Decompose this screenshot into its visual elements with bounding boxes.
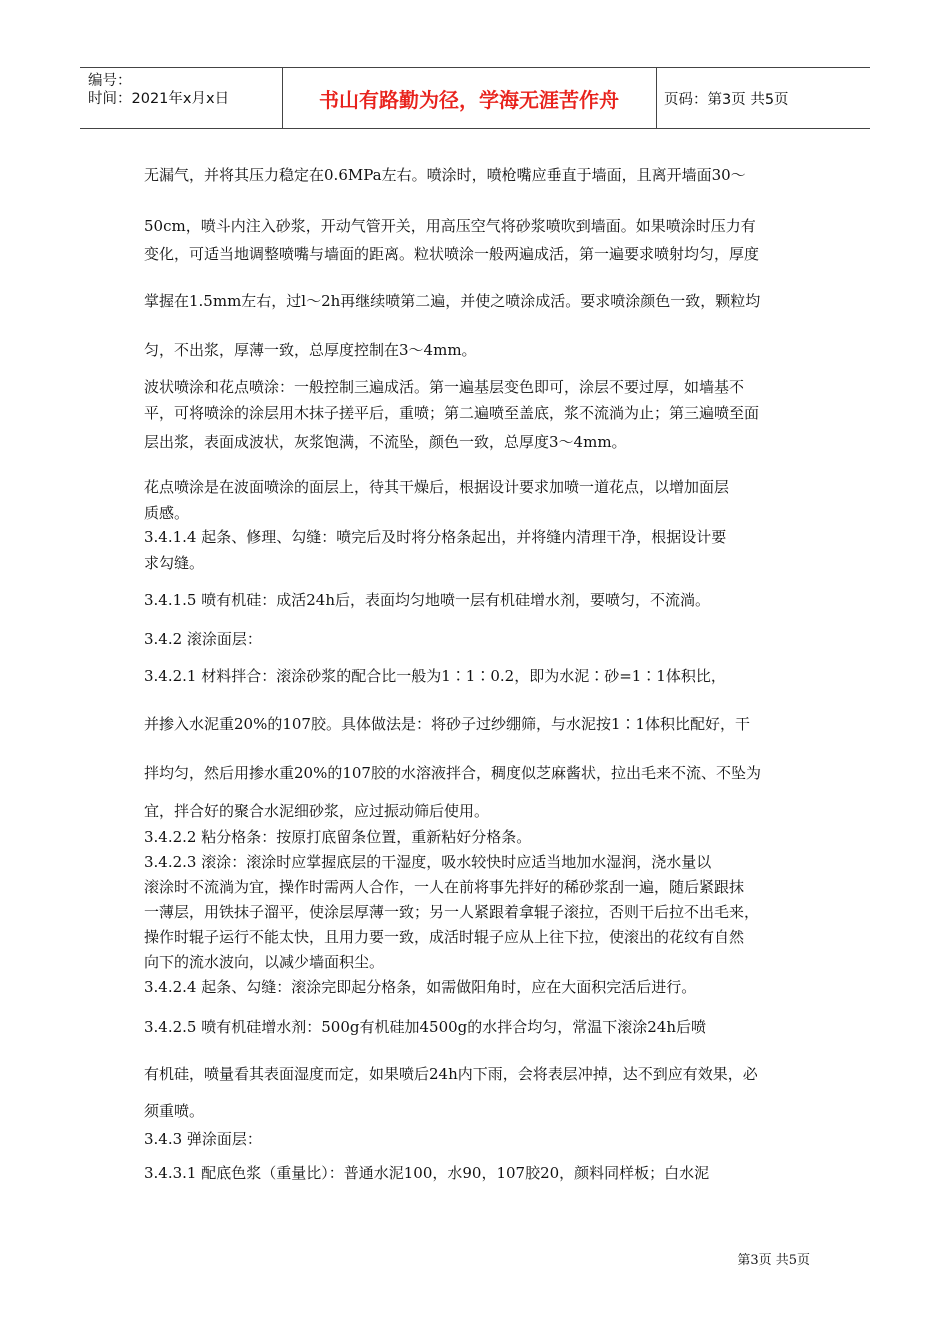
date-label: 时间：2021年x月x日 — [88, 91, 230, 107]
text-line: 3.4.1.4 起条、修理、勾缝：喷完后及时将分格条起出，并将缝内清理干净，根据设计要 — [144, 528, 727, 546]
text-line: 掌握在1.5mm左右，过l～2h再继续喷第二遍，并使之喷涂成活。要求喷涂颜色一致，颗粒均 — [144, 292, 761, 310]
text-line: 平，可将喷涂的涂层用木抹子搓平后，重喷；第二遍喷至盖底，浆不流淌为止；第三遍喷至面 — [144, 404, 760, 422]
header-motto: 书山有路勤为径，学海无涯苦作舟 — [319, 87, 619, 112]
text-line: 拌均匀，然后用掺水重20%的107胶的水溶液拌合，稠度似芝麻酱状，拉出毛来不流、不坠为 — [144, 764, 761, 782]
text-line: 3.4.3 弹涂面层： — [144, 1130, 262, 1148]
text-line: 并掺入水泥重20%的107胶。具体做法是：将砂子过纱绷筛，与水泥按1∶1体积比配好，干 — [144, 715, 751, 733]
text-line: 3.4.3.1 配底色浆（重量比）：普通水泥100，水90，107胶20，颜料同样板；白水泥 — [144, 1164, 710, 1182]
text-line: 3.4.2 滚涂面层： — [144, 630, 262, 648]
header-page-number: 页码：第3页 共5页 — [664, 91, 789, 108]
text-line: 3.4.2.2 粘分格条：按原打底留条位置，重新粘好分格条。 — [144, 828, 532, 846]
text-line: 操作时辊子运行不能太快，且用力要一致，成活时辊子应从上往下拉，使滚出的花纹有自然 — [144, 928, 745, 946]
page-header — [80, 67, 870, 129]
text-line: 3.4.2.5 喷有机硅增水剂：500g有机硅加4500g的水拌合均匀，常温下滚涂24h后喷 — [144, 1018, 707, 1036]
header-divider — [656, 68, 657, 128]
text-line: 无漏气，并将其压力稳定在0.6MPa左右。喷涂时，喷枪嘴应垂直于墙面，且离开墙面30～ — [144, 166, 746, 184]
text-line: 宜，拌合好的聚合水泥细砂浆，应过振动筛后使用。 — [144, 802, 490, 820]
text-line: 匀，不出浆，厚薄一致，总厚度控制在3～4mm。 — [144, 341, 477, 359]
number-label: 编号： — [88, 73, 132, 89]
text-line: 变化，可适当地调整喷嘴与墙面的距离。粒状喷涂一般两遍成活，第一遍要求喷射均匀，厚度 — [144, 245, 760, 263]
text-line: 向下的流水波向，以减少墙面积尘。 — [144, 953, 385, 971]
text-line: 有机硅，喷量看其表面湿度而定，如果喷后24h内下雨，会将表层冲掉，达不到应有效果，必 — [144, 1065, 758, 1083]
header-meta — [88, 72, 229, 108]
page-footer: 第3页 共5页 — [737, 1253, 810, 1268]
text-line: 3.4.2.3 滚涂：滚涂时应掌握底层的干湿度，吸水较快时应适当地加水湿润，浇水量以 — [144, 853, 712, 871]
text-line: 一薄层，用铁抹子溜平，使涂层厚薄一致；另一人紧跟着拿辊子滚拉，否则干后拉不出毛来， — [144, 903, 760, 921]
text-line: 滚涂时不流淌为宜，操作时需两人合作，一人在前将事先拌好的稀砂浆刮一遍，随后紧跟抹 — [144, 878, 745, 896]
text-line: 3.4.2.4 起条、勾缝：滚涂完即起分格条，如需做阳角时，应在大面积完活后进行。 — [144, 978, 697, 996]
text-line: 花点喷涂是在波面喷涂的面层上，待其干燥后，根据设计要求加喷一道花点，以增加面层 — [144, 478, 730, 496]
text-line: 50cm，喷斗内注入砂浆，开动气管开关，用高压空气将砂浆喷吹到墙面。如果喷涂时压力有 — [144, 217, 756, 235]
text-line: 3.4.2.1 材料拌合：滚涂砂浆的配合比一般为1∶1∶0.2，即为水泥∶砂=1∶1体积比， — [144, 667, 726, 685]
text-line: 3.4.1.5 喷有机硅：成活24h后，表面均匀地喷一层有机硅增水剂，要喷匀，不流淌。 — [144, 591, 710, 609]
text-line: 层出浆，表面成波状，灰浆饱满，不流坠，颜色一致，总厚度3～4mm。 — [144, 433, 627, 451]
text-line: 质感。 — [144, 504, 190, 522]
text-line: 波状喷涂和花点喷涂：一般控制三遍成活。第一遍基层变色即可，涂层不要过厚，如墙基不 — [144, 378, 745, 396]
text-line: 求勾缝。 — [144, 554, 205, 572]
text-line: 须重喷。 — [144, 1102, 205, 1120]
